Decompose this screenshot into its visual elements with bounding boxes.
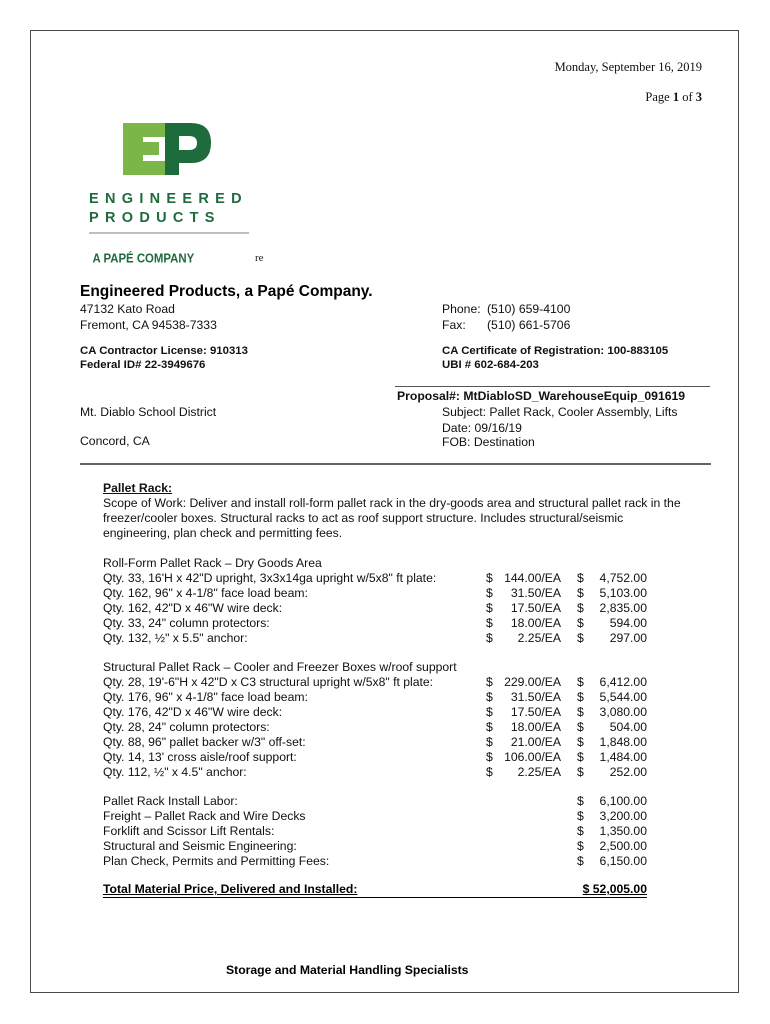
unit-price-currency: $ — [486, 631, 493, 645]
extended-price-currency: $ — [577, 750, 584, 764]
scope-line-2: freezer/cooler boxes. Structural racks to act as roof support structure. Includes structural/seismic — [103, 511, 624, 525]
customer-city: Concord, CA — [80, 434, 150, 448]
extended-price: 6,412.00 — [599, 675, 647, 689]
company-address-1: 47132 Kato Road — [80, 302, 175, 316]
extended-price-currency: $ — [577, 765, 584, 779]
total-value: $ 52,005.00 — [582, 882, 647, 896]
scope-line-1: Scope of Work: Deliver and install roll-form pallet rack in the dry-goods area and structural pallet rack in the — [103, 496, 681, 510]
extended-price: 5,103.00 — [599, 586, 647, 600]
extended-price: 2,835.00 — [599, 601, 647, 615]
proposal-fob: FOB: Destination — [442, 435, 535, 449]
phone-number: (510) 659-4100 — [487, 302, 571, 316]
line-item-description: Qty. 176, 96" x 4-1/8" face load beam: — [103, 690, 308, 704]
company-address-2: Fremont, CA 94538-7333 — [80, 318, 217, 332]
extended-price: 1,350.00 — [599, 824, 647, 838]
extended-price-currency: $ — [577, 809, 584, 823]
extended-price-currency: $ — [577, 601, 584, 615]
customer-name: Mt. Diablo School District — [80, 405, 217, 419]
company-name: Engineered Products, a Papé Company. — [80, 283, 373, 300]
logo-tagline: A PAPÉ COMPANY — [92, 250, 195, 263]
line-item-description: Qty. 162, 42"D x 46"W wire deck: — [103, 601, 283, 615]
extended-price-currency: $ — [577, 705, 584, 719]
total-underline — [103, 897, 647, 898]
unit-price: 17.50/EA — [510, 601, 561, 615]
line-item-description: Pallet Rack Install Labor: — [103, 794, 238, 808]
extended-price-currency: $ — [577, 586, 584, 600]
phone-label: Phone: — [442, 302, 481, 316]
proposal-number: Proposal#: MtDiabloSD_WarehouseEquip_091619 — [397, 389, 686, 403]
proposal-divider — [395, 386, 710, 387]
extended-price-currency: $ — [577, 571, 584, 585]
group-title-rollform: Roll-Form Pallet Rack – Dry Goods Area — [103, 556, 322, 570]
line-item-description: Qty. 33, 16'H x 42"D upright, 3x3x14ga upright w/5x8" ft plate: — [103, 571, 437, 585]
extended-price: 504.00 — [609, 720, 647, 734]
extended-price: 5,544.00 — [599, 690, 647, 704]
unit-price-currency: $ — [486, 571, 493, 585]
line-item-description: Qty. 88, 96" pallet backer w/3" off-set: — [103, 735, 306, 749]
unit-price-currency: $ — [486, 750, 493, 764]
extended-price-currency: $ — [577, 794, 584, 808]
extended-price: 1,484.00 — [599, 750, 647, 764]
logo-line-2: PRODUCTS — [89, 210, 221, 226]
extended-price-currency: $ — [577, 616, 584, 630]
re-label: re — [255, 252, 264, 264]
line-item-description: Qty. 28, 24" column protectors: — [103, 720, 270, 734]
extended-price-currency: $ — [577, 735, 584, 749]
unit-price: 17.50/EA — [510, 705, 561, 719]
unit-price: 18.00/EA — [510, 720, 561, 734]
extended-price: 4,752.00 — [599, 571, 647, 585]
company-logo — [83, 123, 303, 263]
extended-price: 1,848.00 — [599, 735, 647, 749]
proposal-date: Date: 09/16/19 — [442, 421, 522, 435]
line-item-description: Qty. 33, 24" column protectors: — [103, 616, 270, 630]
line-item-description: Qty. 112, ½" x 4.5" anchor: — [103, 765, 247, 779]
extended-price: 3,200.00 — [599, 809, 647, 823]
extended-price: 594.00 — [609, 616, 647, 630]
unit-price: 31.50/EA — [510, 586, 561, 600]
extended-price-currency: $ — [577, 690, 584, 704]
line-item-description: Plan Check, Permits and Permitting Fees: — [103, 854, 330, 868]
line-item-description: Forklift and Scissor Lift Rentals: — [103, 824, 275, 838]
section-title: Pallet Rack: — [103, 481, 173, 495]
extended-price-currency: $ — [577, 854, 584, 868]
unit-price: 31.50/EA — [510, 690, 561, 704]
extended-price: 2,500.00 — [599, 839, 647, 853]
extended-price-currency: $ — [577, 675, 584, 689]
extended-price: 6,100.00 — [599, 794, 647, 808]
unit-price: 106.00/EA — [504, 750, 561, 764]
line-item-description: Freight – Pallet Rack and Wire Decks — [103, 809, 306, 823]
federal-id: Federal ID# 22-3949676 — [80, 359, 206, 371]
line-item-description: Qty. 162, 96" x 4-1/8" face load beam: — [103, 586, 308, 600]
unit-price: 2.25/EA — [517, 765, 561, 779]
unit-price: 21.00/EA — [510, 735, 561, 749]
extended-price-currency: $ — [577, 631, 584, 645]
extended-price-currency: $ — [577, 839, 584, 853]
unit-price: 18.00/EA — [510, 616, 561, 630]
group-title-structural: Structural Pallet Rack – Cooler and Freezer Boxes w/roof support — [103, 660, 457, 674]
line-item-description: Structural and Seismic Engineering: — [103, 839, 297, 853]
fax-number: (510) 661-5706 — [487, 318, 571, 332]
total-label: Total Material Price, Delivered and Installed: — [103, 882, 358, 896]
unit-price-currency: $ — [486, 720, 493, 734]
extended-price-currency: $ — [577, 720, 584, 734]
unit-price-currency: $ — [486, 735, 493, 749]
line-item-description: Qty. 14, 13' cross aisle/roof support: — [103, 750, 297, 764]
line-item-description: Qty. 132, ½" x 5.5" anchor: — [103, 631, 248, 645]
page-number: Page 1 of 3 — [645, 90, 702, 104]
line-item-description: Qty. 28, 19'-6"H x 42"D x C3 structural upright w/5x8" ft plate: — [103, 675, 434, 689]
proposal-subject: Subject: Pallet Rack, Cooler Assembly, Lifts — [442, 405, 678, 419]
scope-line-3: engineering, plan check and permitting fees. — [103, 526, 343, 540]
extended-price: 6,150.00 — [599, 854, 647, 868]
unit-price-currency: $ — [486, 705, 493, 719]
extended-price: 3,080.00 — [599, 705, 647, 719]
document-date: Monday, September 16, 2019 — [554, 60, 702, 74]
unit-price: 144.00/EA — [504, 571, 561, 585]
contractor-license: CA Contractor License: 910313 — [80, 345, 248, 357]
certificate-registration: CA Certificate of Registration: 100-883105 — [442, 345, 669, 357]
unit-price-currency: $ — [486, 765, 493, 779]
ubi-number: UBI # 602-684-203 — [442, 359, 539, 371]
line-item-description: Qty. 176, 42"D x 46"W wire deck: — [103, 705, 283, 719]
unit-price-currency: $ — [486, 586, 493, 600]
extended-price: 297.00 — [609, 631, 647, 645]
extended-price: 252.00 — [609, 765, 647, 779]
unit-price: 2.25/EA — [517, 631, 561, 645]
fax-label: Fax: — [442, 318, 466, 332]
footer-tagline: Storage and Material Handling Specialists — [226, 963, 469, 977]
logo-line-1: ENGINEERED — [89, 191, 248, 207]
unit-price-currency: $ — [486, 616, 493, 630]
unit-price: 229.00/EA — [504, 675, 561, 689]
section-divider — [80, 463, 711, 465]
extended-price-currency: $ — [577, 824, 584, 838]
document-page — [30, 30, 739, 993]
unit-price-currency: $ — [486, 601, 493, 615]
unit-price-currency: $ — [486, 675, 493, 689]
unit-price-currency: $ — [486, 690, 493, 704]
